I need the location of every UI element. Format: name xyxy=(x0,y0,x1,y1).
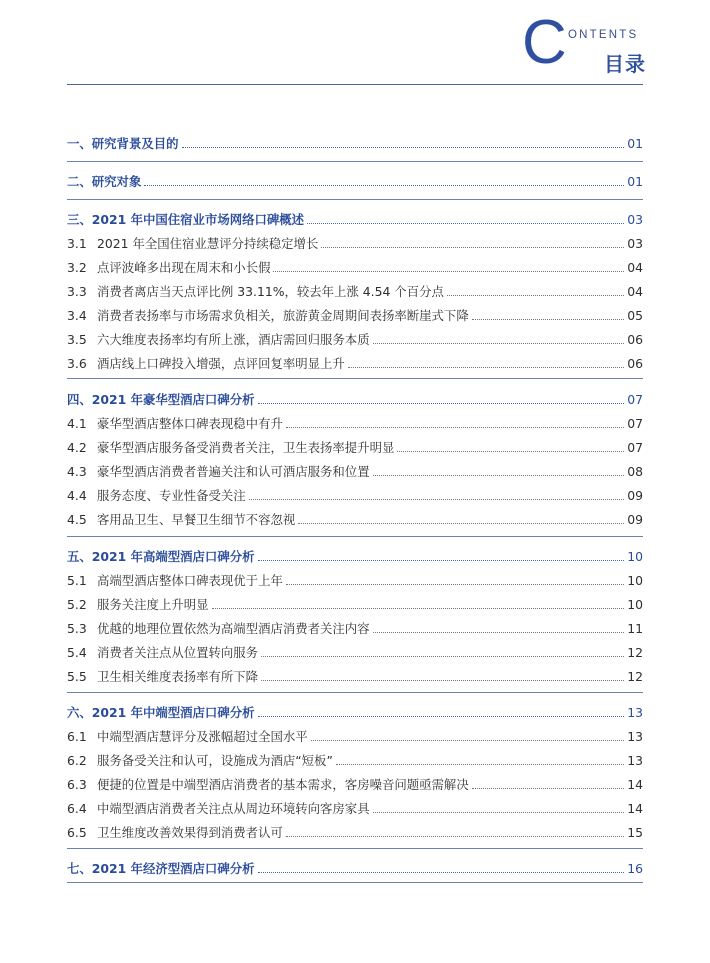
section-divider xyxy=(67,536,643,537)
toc-subsection-entry[interactable] xyxy=(67,458,643,480)
toc-entry-number: 3.4 xyxy=(67,308,87,323)
toc-dot-leader xyxy=(472,787,625,789)
toc-subsection-entry[interactable] xyxy=(67,663,643,685)
toc-dot-leader xyxy=(472,318,625,320)
toc-entry-title: 消费者离店当天点评比例 33.11%，较去年上涨 4.54 个百分点 xyxy=(97,284,444,299)
toc-entry-title: 五、2021 年高端型酒店口碑分析 xyxy=(67,549,255,564)
toc-entry-title: 消费者表扬率与市场需求负相关，旅游黄金周期间表扬率断崖式下降 xyxy=(97,308,469,323)
section-divider xyxy=(67,882,643,883)
toc-page-number: 07 xyxy=(627,416,643,431)
toc-dot-leader xyxy=(321,246,624,248)
toc-dot-leader xyxy=(249,498,625,500)
toc-page-number: 10 xyxy=(627,549,643,564)
toc-subsection-entry[interactable] xyxy=(67,410,643,432)
toc-dot-leader xyxy=(258,559,625,561)
toc-section-entry[interactable] xyxy=(67,168,643,190)
toc-page-number: 15 xyxy=(627,825,643,840)
toc-subsection-entry[interactable] xyxy=(67,230,643,252)
toc-entry-number: 6.3 xyxy=(67,777,87,792)
toc-page-number: 12 xyxy=(627,669,643,684)
toc-entry-number: 4.2 xyxy=(67,440,87,455)
toc-entry-title: 豪华型酒店整体口碑表现稳中有升 xyxy=(97,416,283,431)
toc-page-number: 03 xyxy=(627,236,643,251)
toc-dot-leader xyxy=(373,474,625,476)
toc-subsection-entry[interactable] xyxy=(67,819,643,841)
toc-dot-leader xyxy=(348,366,624,368)
toc-dot-leader xyxy=(286,583,624,585)
toc-dot-leader xyxy=(273,270,624,272)
toc-page-number: 06 xyxy=(627,356,643,371)
toc-section-entry[interactable] xyxy=(67,855,643,877)
toc-page-number: 13 xyxy=(627,705,643,720)
toc-subsection-entry[interactable] xyxy=(67,771,643,793)
contents-logo-letter: C xyxy=(522,8,567,77)
toc-page-number: 14 xyxy=(627,777,643,792)
toc-page-number: 01 xyxy=(627,136,643,151)
toc-dot-leader xyxy=(261,655,624,657)
toc-entry-number: 4.1 xyxy=(67,416,87,431)
toc-entry-title: 三、2021 年中国住宿业市场网络口碑概述 xyxy=(67,212,305,227)
toc-entry-number: 6.2 xyxy=(67,753,87,768)
toc-dot-leader xyxy=(373,631,625,633)
toc-section-entry[interactable] xyxy=(67,699,643,721)
toc-entry-title: 便捷的位置是中端型酒店消费者的基本需求，客房噪音问题亟需解决 xyxy=(97,777,469,792)
toc-entry-title: 点评波峰多出现在周末和小长假 xyxy=(97,260,271,275)
toc-page-number: 13 xyxy=(627,753,643,768)
toc-page-number: 03 xyxy=(627,212,643,227)
toc-page-number: 10 xyxy=(627,573,643,588)
toc-subsection-entry[interactable] xyxy=(67,278,643,300)
toc-page-number: 14 xyxy=(627,801,643,816)
toc-dot-leader xyxy=(286,835,624,837)
toc-dot-leader xyxy=(261,679,624,681)
toc-subsection-entry[interactable] xyxy=(67,591,643,613)
toc-entry-title: 卫生维度改善效果得到消费者认可 xyxy=(97,825,283,840)
toc-entry-title: 中端型酒店消费者关注点从周边环境转向客房家具 xyxy=(97,801,370,816)
section-divider xyxy=(67,199,643,200)
toc-page-number: 08 xyxy=(627,464,643,479)
toc-entry-title: 高端型酒店整体口碑表现优于上年 xyxy=(97,573,283,588)
toc-page-number: 16 xyxy=(627,861,643,876)
toc-entry-number: 3.2 xyxy=(67,260,87,275)
toc-entry-title: 服务关注度上升明显 xyxy=(97,597,209,612)
toc-page-number: 10 xyxy=(627,597,643,612)
toc-entry-title: 六、2021 年中端型酒店口碑分析 xyxy=(67,705,255,720)
toc-page-number: 01 xyxy=(627,174,643,189)
toc-page-number: 13 xyxy=(627,729,643,744)
toc-section-entry[interactable] xyxy=(67,206,643,228)
section-divider xyxy=(67,161,643,162)
toc-page-number: 05 xyxy=(627,308,643,323)
toc-subsection-entry[interactable] xyxy=(67,639,643,661)
toc-entry-title: 六大维度表扬率均有所上涨，酒店需回归服务本质 xyxy=(97,332,370,347)
toc-page-number: 04 xyxy=(627,260,643,275)
toc-dot-leader xyxy=(447,294,624,296)
toc-subsection-entry[interactable] xyxy=(67,723,643,745)
toc-page-number: 12 xyxy=(627,645,643,660)
toc-subsection-entry[interactable] xyxy=(67,482,643,504)
toc-entry-number: 3.1 xyxy=(67,236,87,251)
toc-entry-title: 服务态度、专业性备受关注 xyxy=(97,488,246,503)
toc-page-number: 04 xyxy=(627,284,643,299)
toc-entry-number: 4.3 xyxy=(67,464,87,479)
section-divider xyxy=(67,848,643,849)
toc-dot-leader xyxy=(212,607,625,609)
toc-section-entry[interactable] xyxy=(67,130,643,152)
toc-entry-title: 二、研究对象 xyxy=(67,174,142,189)
toc-page-number: 07 xyxy=(627,440,643,455)
contents-label: ONTENTS xyxy=(568,29,639,41)
toc-entry-title: 服务备受关注和认可，设施成为酒店“短板” xyxy=(97,753,333,768)
toc-dot-leader xyxy=(311,739,625,741)
toc-entry-title: 一、研究背景及目的 xyxy=(67,136,179,151)
toc-dot-leader xyxy=(144,184,624,186)
toc-entry-number: 3.6 xyxy=(67,356,87,371)
toc-subsection-entry[interactable] xyxy=(67,302,643,324)
toc-entry-title: 七、2021 年经济型酒店口碑分析 xyxy=(67,861,255,876)
page-title: 目录 xyxy=(604,52,646,76)
toc-subsection-entry[interactable] xyxy=(67,326,643,348)
toc-entry-title: 卫生相关维度表扬率有所下降 xyxy=(97,669,259,684)
toc-dot-leader xyxy=(307,222,624,224)
toc-page-number: 06 xyxy=(627,332,643,347)
toc-subsection-entry[interactable] xyxy=(67,567,643,589)
toc-entry-number: 6.5 xyxy=(67,825,87,840)
toc-entry-number: 4.5 xyxy=(67,512,87,527)
toc-entry-title: 四、2021 年豪华型酒店口碑分析 xyxy=(67,392,255,407)
toc-subsection-entry[interactable] xyxy=(67,795,643,817)
toc-dot-leader xyxy=(336,763,624,765)
toc-page-number: 09 xyxy=(627,512,643,527)
toc-entry-title: 中端型酒店慧评分及涨幅超过全国水平 xyxy=(97,729,308,744)
toc-dot-leader xyxy=(258,715,625,717)
toc-dot-leader xyxy=(373,342,625,344)
toc-entry-title: 客用品卫生、早餐卫生细节不容忽视 xyxy=(97,512,296,527)
toc-dot-leader xyxy=(298,522,624,524)
page-header xyxy=(0,0,710,90)
toc-page-number: 07 xyxy=(627,392,643,407)
toc-subsection-entry[interactable] xyxy=(67,350,643,372)
toc-page-number: 11 xyxy=(627,621,643,636)
toc-page-number: 09 xyxy=(627,488,643,503)
toc-entry-title: 豪华型酒店消费者普遍关注和认可酒店服务和位置 xyxy=(97,464,370,479)
toc-dot-leader xyxy=(182,146,625,148)
toc-dot-leader xyxy=(397,450,624,452)
toc-section-entry[interactable] xyxy=(67,543,643,565)
toc-entry-number: 6.1 xyxy=(67,729,87,744)
toc-entry-number: 5.3 xyxy=(67,621,87,636)
toc-entry-number: 6.4 xyxy=(67,801,87,816)
header-divider xyxy=(67,84,643,85)
section-divider xyxy=(67,692,643,693)
toc-entry-number: 3.5 xyxy=(67,332,87,347)
toc-entry-title: 酒店线上口碑投入增强，点评回复率明显上升 xyxy=(97,356,345,371)
toc-subsection-entry[interactable] xyxy=(67,747,643,769)
toc-dot-leader xyxy=(258,871,625,873)
toc-entry-number: 5.2 xyxy=(67,597,87,612)
toc-entry-title: 豪华型酒店服务备受消费者关注，卫生表扬率提升明显 xyxy=(97,440,395,455)
section-divider xyxy=(67,378,643,379)
toc-entry-title: 优越的地理位置依然为高端型酒店消费者关注内容 xyxy=(97,621,370,636)
toc-subsection-entry[interactable] xyxy=(67,506,643,528)
toc-entry-number: 5.4 xyxy=(67,645,87,660)
toc-section-entry[interactable] xyxy=(67,386,643,408)
toc-entry-title: 2021 年全国住宿业慧评分持续稳定增长 xyxy=(97,236,319,251)
toc-entry-title: 消费者关注点从位置转向服务 xyxy=(97,645,259,660)
toc-dot-leader xyxy=(258,402,625,404)
toc-entry-number: 5.1 xyxy=(67,573,87,588)
toc-entry-number: 4.4 xyxy=(67,488,87,503)
toc-entry-number: 5.5 xyxy=(67,669,87,684)
toc-dot-leader xyxy=(286,426,624,428)
toc-subsection-entry[interactable] xyxy=(67,434,643,456)
toc-dot-leader xyxy=(373,811,625,813)
toc-subsection-entry[interactable] xyxy=(67,615,643,637)
toc-entry-number: 3.3 xyxy=(67,284,87,299)
toc-subsection-entry[interactable] xyxy=(67,254,643,276)
